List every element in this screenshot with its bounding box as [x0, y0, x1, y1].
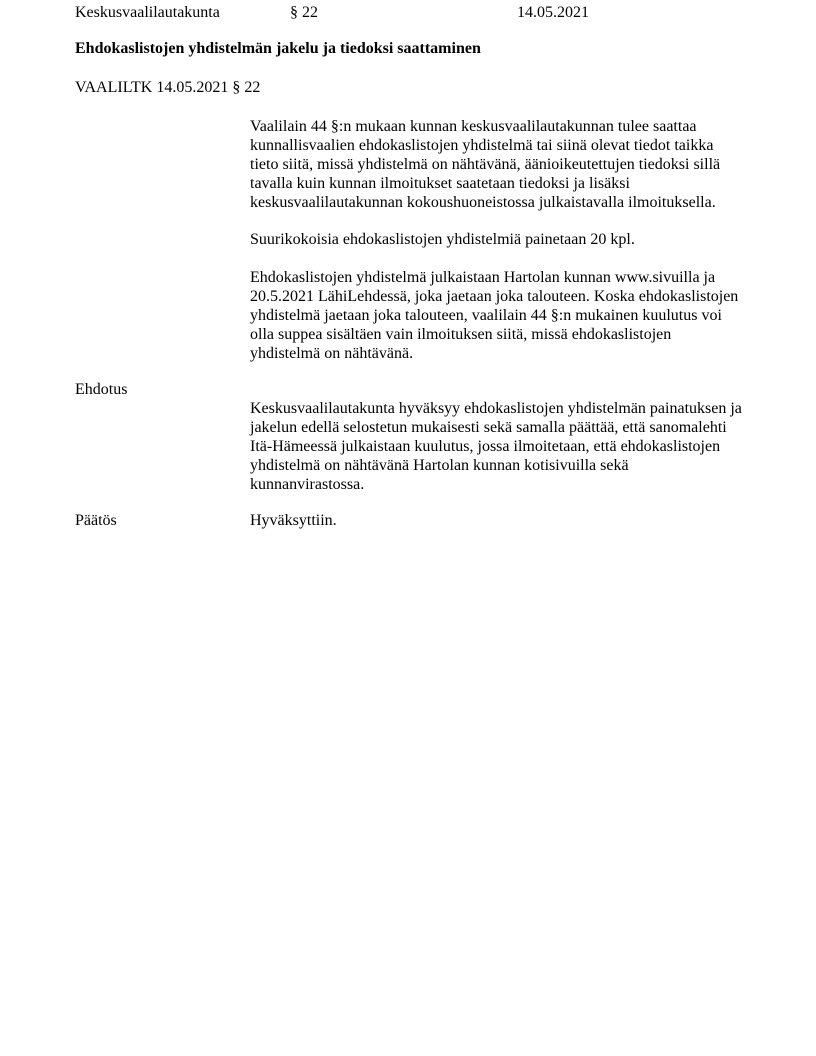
header-date: 14.05.2021 — [517, 4, 589, 21]
header-committee-name: Keskusvaalilautakunta — [75, 4, 220, 21]
decision-section-label: Päätös — [75, 512, 117, 529]
proposal-text: Keskusvaalilautakunta hyväksyy ehdokaslistojen yhdistelmän painatuksen ja jakelun edellä selostetun mukaisesti sekä samalla päättää, että sanomalehti Itä-Hämeessä julkaistaan kuulutus, jossa ilmoitetaan, että ehdokaslistojen yhdistelmä on nähtävänä Hartolan kunnan kotisivuilla sekä kunnanvirastossa. — [250, 400, 742, 493]
proposal-section-label: Ehdotus — [75, 381, 128, 398]
decision-text: Hyväksyttiin. — [250, 512, 337, 529]
document-header — [75, 3, 745, 22]
paragraph-publication-plan: Ehdokaslistojen yhdistelmä julkaistaan Hartolan kunnan www.sivuilla ja 20.5.2021 LähiLehdessä, joka jaetaan joka talouteen. Koska ehdokaslistojen yhdistelmä jaetaan joka talouteen, vaalilain 44 §:n mukainen kuulutus voi olla suppea sisältäen vain ilmoituksen siitä, missä ehdokaslistojen yhdistelmä on nähtävänä. — [250, 269, 739, 362]
case-reference: VAALILTK 14.05.2021 § 22 — [75, 79, 261, 96]
header-section-number: § 22 — [290, 4, 318, 21]
paragraph-print-count: Suurikokoisia ehdokaslistojen yhdistelmiä painetaan 20 kpl. — [250, 231, 635, 248]
document-title: Ehdokaslistojen yhdistelmän jakelu ja tiedoksi saattaminen — [75, 40, 481, 57]
paragraph-law-requirement: Vaalilain 44 §:n mukaan kunnan keskusvaalilautakunnan tulee saattaa kunnallisvaalien ehdokaslistojen yhdistelmä tai siinä olevat tiedot taikka tieto siitä, missä yhdistelmä on nähtävänä, äänioikeutettujen tiedoksi sillä tavalla kuin kunnan ilmoitukset saatetaan tiedoksi ja lisäksi keskusvaalilautakunnan kokoushuoneistossa julkaistavalla ilmoituksella. — [250, 118, 721, 211]
